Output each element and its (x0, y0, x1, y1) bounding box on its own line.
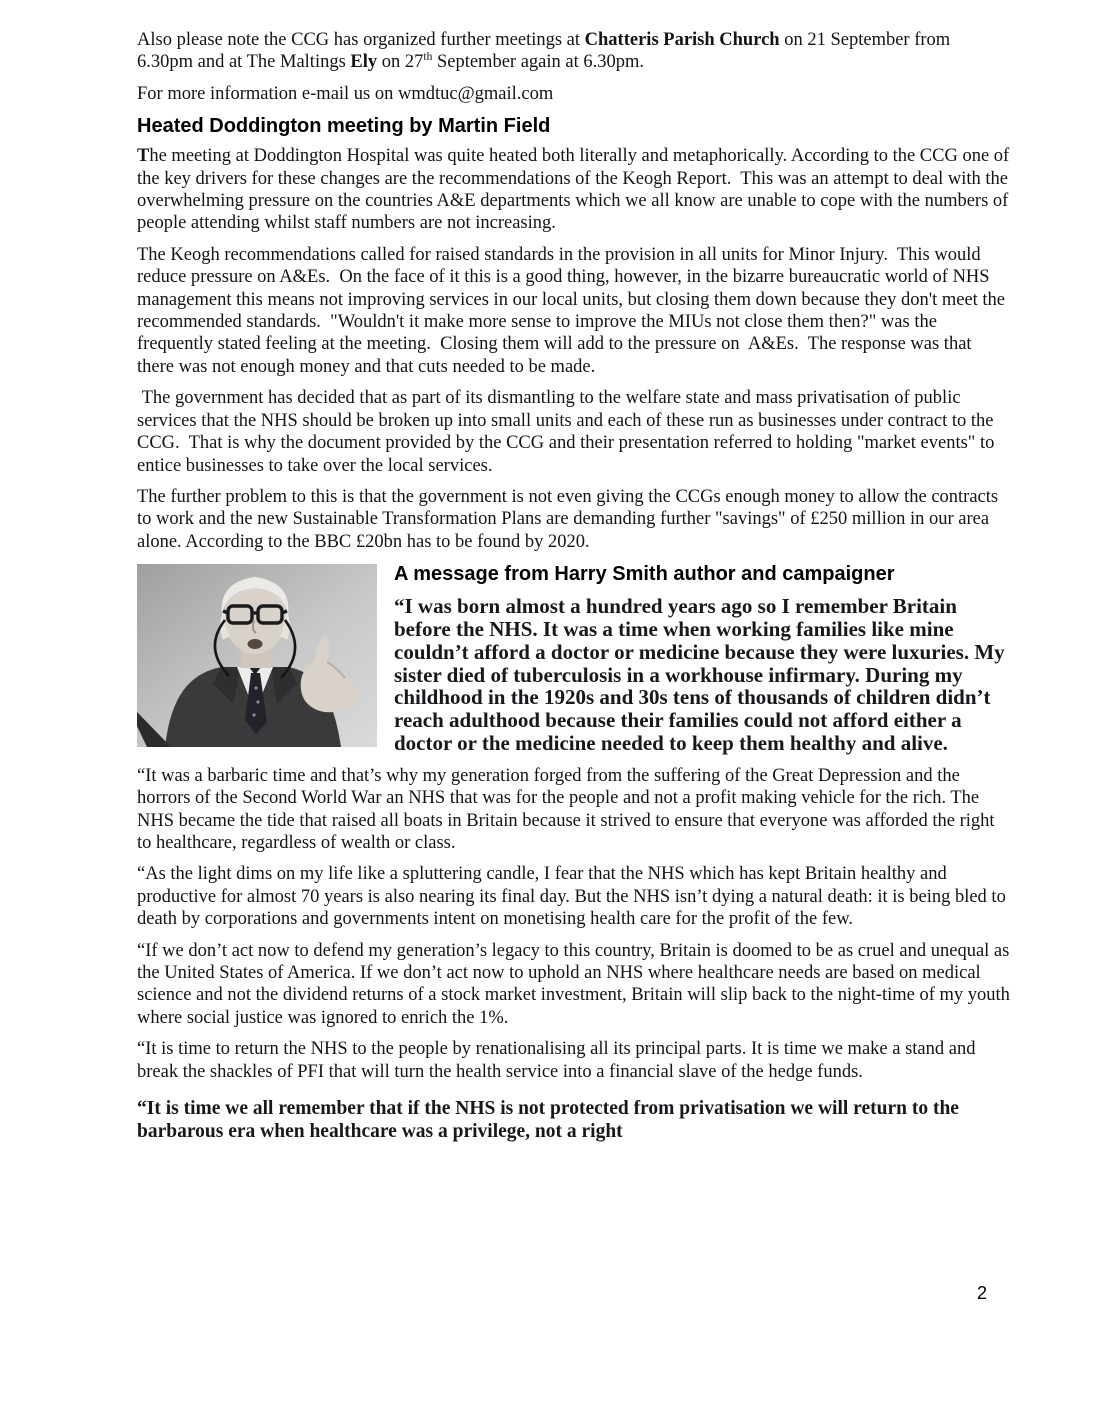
meetings-text-2: on 21 September from 6.30pm and at The Maltings (137, 30, 955, 73)
quote-closing-bold: “It is time we all remember that if the NHS is not protected from privatisation we will return to the barbarous era when healthcare was a privilege, not a right (137, 1097, 964, 1142)
page-number: 2 (977, 1283, 988, 1303)
paragraph-further-meetings (137, 29, 1010, 74)
quote-born-before-nhs: “I was born almost a hundred years ago so I remember Britain before the NHS. It was a time when working families like mine couldn’t afford a doctor or medicine because they were luxuries. My sister died of tuberculosis in a workhouse infirmary. During my childhood in the 1920s and 30s tens of thousands of children didn’t reach adulthood because their families could not afford either a doctor or the medicine needed to keep them healthy and alive. (394, 594, 1010, 755)
email-address: wmdtuc@gmail.com (398, 83, 554, 104)
meeting-heated-text: he meeting at Doddington Hospital was quite heated both literally and metaphorically. According to the CCG one of the key drivers for these changes are the recommendations of the Keogh Report. This was an attempt to deal with the overwhelming pressure on the countries A&E departments which we all know are unable to cope with the numbers of people attending whilst staff numbers are not increasing. (137, 146, 1014, 234)
harry-smith-photo (137, 564, 377, 747)
heading-doddington-meeting: Heated Doddington meeting by Martin Field (137, 115, 551, 138)
meetings-text: Also please note the CCG has organized further meetings at (137, 30, 585, 50)
contact-text: For more information e-mail us on (137, 83, 399, 104)
meetings-text-4: September again at 6.30pm. (432, 52, 644, 73)
ordinal-superscript: th (423, 51, 433, 64)
venue-ely: Ely (350, 52, 378, 73)
paragraph-meeting-heated (137, 145, 1014, 235)
quote-defend-legacy: “If we don’t act now to defend my generation’s legacy to this country, Britain is doomed to be as cruel and unequal as the United States of America. If we don’t act now to uphold an NHS where healthcare needs are based on medical science and not the dividend returns of a stock market investment, Britain will slip back to the night-time of my youth where social justice was ignored to enrich the 1%. (137, 940, 1015, 1028)
paragraph-government-dismantling: The government has decided that as part of its dismantling to the welfare state and mass privatisation of public services that the NHS should be broken up into small units and each of these run as businesses under contract to the CCG. That is why the document provided by the CCG and their presentation referred to holding "market events" to entice businesses to take over the local services. (137, 388, 999, 476)
paragraph-funding-problem: The further problem to this is that the government is not even giving the CCGs enough money to allow the contracts to work and the new Sustainable Transformation Plans are demanding further "savings" of £250 million in our area alone. According to the BBC £20bn has to be found by 2020. (137, 486, 1003, 552)
quote-barbaric-time: “It was a barbaric time and that’s why my generation forged from the suffering of the Great Depression and the horrors of the Second World War an NHS that was for the people and not a profit making vehicle for the rich. The NHS became the tide that raised all boats in Britain because it strived to ensure that everyone was afforded the right to healthcare, regardless of wealth or class. (137, 765, 1000, 853)
quote-light-dims: “As the light dims on my life like a spluttering candle, I fear that the NHS which has kept Britain healthy and productive for almost 70 years is also nearing its final day. But the NHS isn’t dying a natural death: it is being bled to death by corporations and governments intent on monetising health care for the profit of the few. (137, 864, 1011, 930)
heading-harry-smith-message: A message from Harry Smith author and campaigner (394, 563, 895, 586)
drop-initial: T (137, 146, 150, 167)
paragraph-keogh-recommendations: The Keogh recommendations called for raised standards in the provision in all units for Minor Injury. This would reduce pressure on A&Es. On the face of it this is a good thing, however, in the bizarre bureaucratic world of NHS management this means not improving services in our local units, but closing them down because they don't meet the recommended standards. "Wouldn't it make more sense to improve the MIUs not close them then?" was the frequently stated feeling at the meeting. Closing them will add to the pressure on A&Es. The response was that there was not enough money and that cuts needed to be made. (137, 244, 1010, 377)
harry-smith-portrait-image (137, 564, 377, 747)
paragraph-contact (137, 83, 1010, 105)
quote-renationalise: “It is time to return the NHS to the people by renationalising all its principal parts. It is time we make a stand and break the shackles of PFI that will turn the health service into a financial slave of the hedge funds. (137, 1039, 981, 1082)
venue-chatteris: Chatteris Parish Church (584, 30, 780, 50)
meetings-text-3: on 27 (377, 52, 424, 73)
harry-smith-section (137, 562, 1010, 755)
